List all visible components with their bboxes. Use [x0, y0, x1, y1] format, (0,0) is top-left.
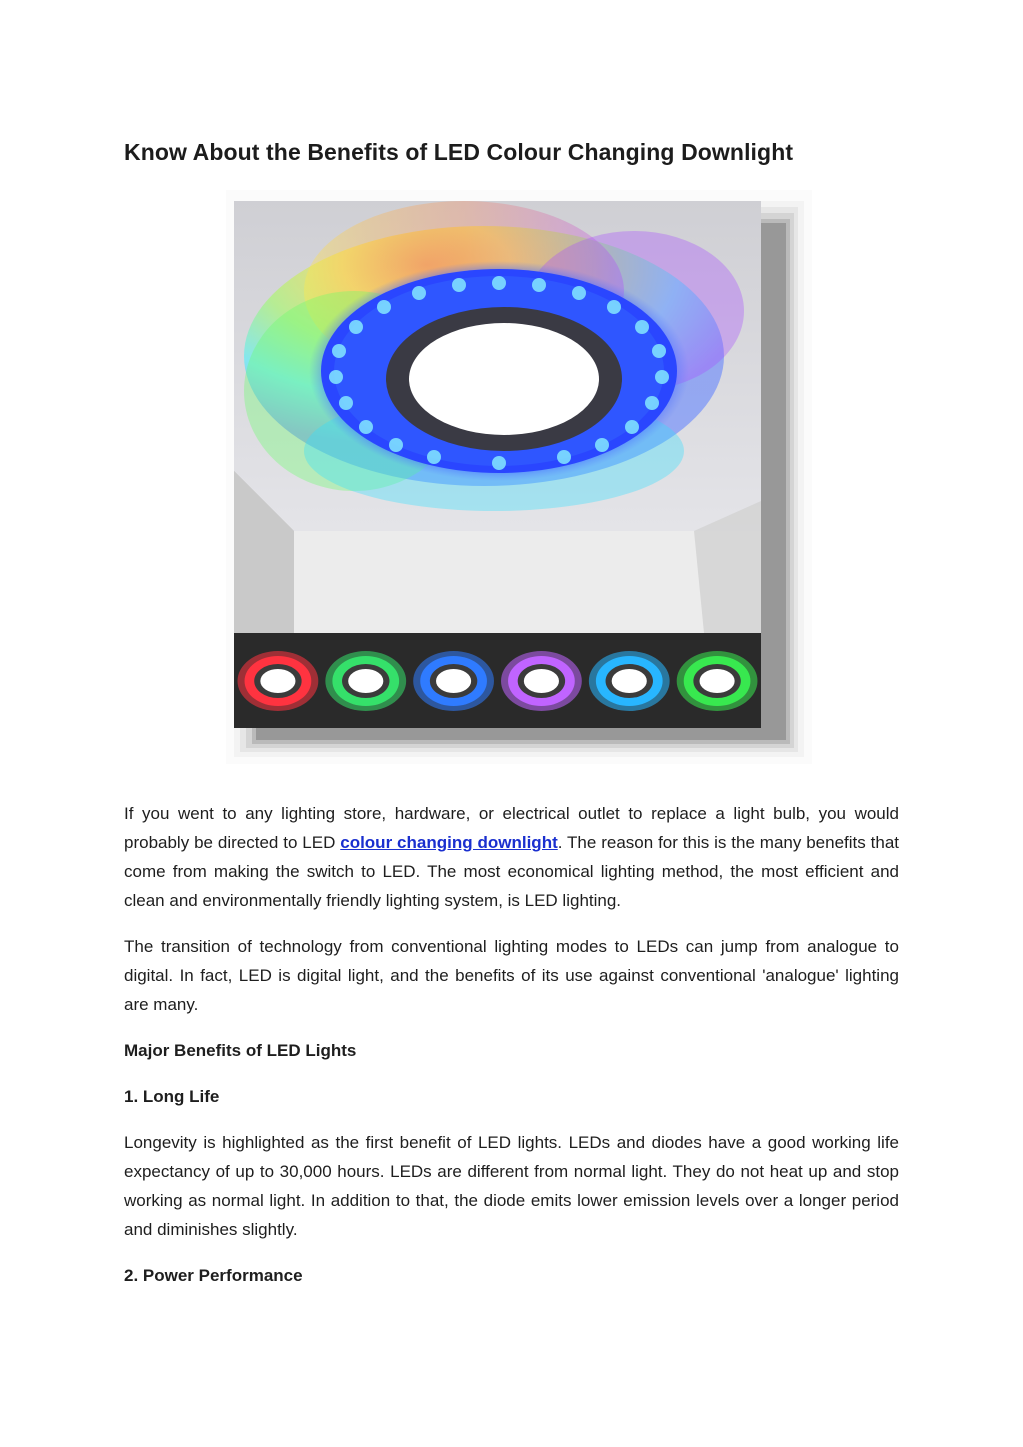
led-downlight-photo	[234, 201, 761, 728]
strip-light-5	[589, 651, 670, 711]
strip-light-6	[677, 651, 758, 711]
figure	[226, 190, 812, 764]
strip-light-3	[413, 651, 494, 711]
page-title: Know About the Benefits of LED Colour Changing Downlight	[124, 139, 794, 166]
paragraph-transition: The transition of technology from conventional lighting modes to LEDs can jump from analogue to digital. In fact, LED is digital light, and the benefits of its use against conventional 'analogue' lighting are many.	[124, 937, 899, 1014]
heading-major-benefits: Major Benefits of LED Lights	[124, 1041, 357, 1060]
strip-light-2	[325, 651, 406, 711]
paragraph-intro-text: If you went to any lighting store, hardware, or electrical outlet to replace a light bulb, you would probably be directed to LED	[124, 804, 899, 852]
article-body	[124, 799, 899, 1307]
heading-power-performance: 2. Power Performance	[124, 1266, 303, 1285]
paragraph-intro	[124, 799, 899, 915]
strip-light-1	[238, 651, 319, 711]
colour-changing-downlight-link[interactable]: colour changing downlight	[340, 833, 558, 852]
strip-light-4	[501, 651, 582, 711]
paragraph-intro-text-end: . The reason for this is the many benefits that come from making the switch to LED. The most economical lighting method, the most efficient and clean and environmentally friendly lighting system, is LED lighting.	[124, 833, 899, 910]
paragraph-long-life: Longevity is highlighted as the first benefit of LED lights. LEDs and diodes have a good working life expectancy of up to 30,000 hours. LEDs are different from normal light. They do not heat up and stop working as normal light. In addition to that, the diode emits lower emission levels over a longer period and diminishes slightly.	[124, 1133, 899, 1239]
heading-long-life: 1. Long Life	[124, 1087, 220, 1106]
